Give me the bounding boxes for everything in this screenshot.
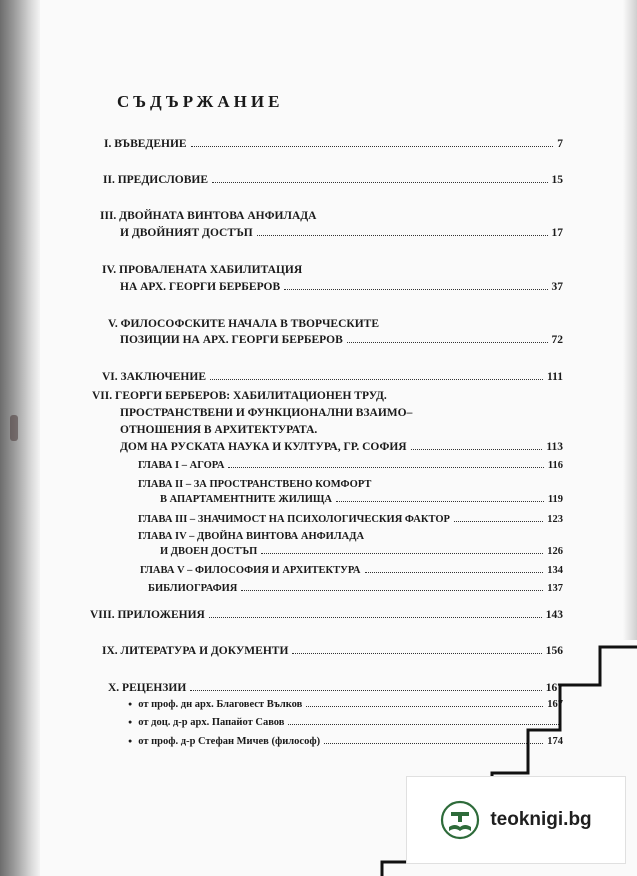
dot-leader <box>288 723 559 725</box>
toc-entry-page: 7 <box>557 138 563 150</box>
toc-entry-page: 37 <box>551 281 563 293</box>
toc-entry-label: ● от проф. дн арх. Благовест Вълков <box>128 699 302 710</box>
toc-entry-page: 111 <box>547 371 563 383</box>
toc-entry-label: ДОМ НА РУСКАТА НАУКА И КУЛТУРА, ГР. СОФИЯ <box>120 441 407 453</box>
dot-leader <box>336 500 544 502</box>
dot-leader <box>411 448 543 450</box>
toc-entry-label: VI. ЗАКЛЮЧЕНИЕ <box>102 371 206 383</box>
toc-entry-label: НА АРХ. ГЕОРГИ БЕРБЕРОВ <box>120 281 281 293</box>
toc-entry-label: БИБЛИОГРАФИЯ <box>148 583 238 594</box>
toc-entry-7-line-2: ПРОСТРАНСТВЕНИ И ФУНКЦИОНАЛНИ ВЗАИМО– <box>120 407 413 419</box>
toc-entry-page: 15 <box>551 174 563 186</box>
scan-left-edge <box>0 0 40 876</box>
toc-entry-7[interactable] <box>120 441 563 453</box>
toc-entry-page: 119 <box>547 494 563 505</box>
toc-entry-page: 113 <box>546 441 563 453</box>
toc-entry-5[interactable] <box>120 334 563 346</box>
toc-entry-page: 134 <box>547 565 563 576</box>
toc-entry-page: 17 <box>551 227 563 239</box>
toc-entry-page: 137 <box>547 583 563 594</box>
toc-subentry-chapter-2[interactable] <box>160 494 563 505</box>
toc-entry-label: ПОЗИЦИИ НА АРХ. ГЕОРГИ БЕРБЕРОВ <box>120 334 343 346</box>
book-t-logo-icon <box>440 800 480 840</box>
toc-entry-label: ● от доц. д-р арх. Папайот Савов <box>128 717 284 728</box>
dot-leader <box>257 234 548 236</box>
toc-entry-page: 174 <box>547 736 563 747</box>
dot-leader <box>306 705 543 707</box>
toc-subentry-review-3[interactable] <box>128 736 563 747</box>
toc-subentry-chapter-5[interactable] <box>140 565 563 576</box>
dot-leader <box>191 145 554 147</box>
toc-entry-4[interactable] <box>120 281 563 293</box>
toc-entry-7-line-1: VII. ГЕОРГИ БЕРБЕРОВ: ХАБИЛИТАЦИОНЕН ТРУД. <box>92 390 387 402</box>
toc-entry-page: 167 <box>545 682 563 694</box>
toc-entry-page: 123 <box>547 514 563 525</box>
contents-page <box>40 0 637 876</box>
toc-entry-3[interactable] <box>120 227 563 239</box>
toc-entry-page: 72 <box>551 334 563 346</box>
toc-entry-label: ● от проф. д-р Стефан Мичев (философ) <box>128 736 320 747</box>
dot-leader <box>454 520 543 522</box>
dot-leader <box>228 466 543 468</box>
toc-entry-1[interactable] <box>104 138 563 150</box>
toc-entry-page: 126 <box>547 546 563 557</box>
dot-leader <box>212 181 547 183</box>
toc-entry-4-line-1: IV. ПРОВАЛЕНАТА ХАБИЛИТАЦИЯ <box>102 264 303 276</box>
toc-entry-label: II. ПРЕДИСЛОВИЕ <box>103 174 209 186</box>
dot-leader <box>261 552 543 554</box>
toc-entry-6[interactable] <box>102 371 563 383</box>
toc-entry-label: IX. ЛИТЕРАТУРА И ДОКУМЕНТИ <box>102 645 289 657</box>
toc-entry-label: ГЛАВА I – АГОРА <box>138 460 225 471</box>
dot-leader <box>190 689 541 691</box>
toc-entry-label: ГЛАВА III – ЗНАЧИМОСТ НА ПСИХОЛОГИЧЕСКИЯ ФАКТОР <box>138 514 450 525</box>
toc-entry-label: X. РЕЦЕНЗИИ <box>108 682 187 694</box>
toc-entry-7-line-3: ОТНОШЕНИЯ В АРХИТЕКТУРАТА. <box>120 424 318 436</box>
page-title: СЪДЪРЖАНИЕ <box>117 92 284 111</box>
toc-subentry-chapter-4[interactable] <box>160 546 563 557</box>
toc-entry-label: I. ВЪВЕДЕНИЕ <box>104 138 187 150</box>
dot-leader <box>365 571 544 573</box>
dot-leader <box>241 589 543 591</box>
dot-leader <box>209 616 542 618</box>
scan-spot <box>10 415 18 441</box>
toc-subentry-chapter-1[interactable] <box>138 460 563 471</box>
toc-entry-2[interactable] <box>103 174 563 186</box>
toc-entry-3-line-1: III. ДВОЙНАТА ВИНТОВА АНФИЛАДА <box>100 210 317 222</box>
dot-leader <box>210 378 543 380</box>
toc-entry-page: 167 <box>547 699 563 710</box>
toc-subentry-review-2[interactable] <box>128 717 563 728</box>
toc-subentry-chapter-3[interactable] <box>138 514 563 525</box>
toc-entry-5-line-1: V. ФИЛОСОФСКИТЕ НАЧАЛА В ТВОРЧЕСКИТЕ <box>108 318 380 330</box>
toc-entry-page: 156 <box>545 645 563 657</box>
watermark-logo[interactable] <box>406 776 626 864</box>
dot-leader <box>292 652 541 654</box>
toc-entry-page: 143 <box>545 609 563 621</box>
toc-subentry-chapter-2-line-1: ГЛАВА II – ЗА ПРОСТРАНСТВЕНО КОМФОРТ <box>138 479 372 490</box>
toc-entry-label: И ДВОЙНИЯТ ДОСТЪП <box>120 227 253 239</box>
toc-entry-label: VIII. ПРИЛОЖЕНИЯ <box>90 609 205 621</box>
toc-subentry-bibliography[interactable] <box>148 583 563 594</box>
toc-entry-label: В АПАРТАМЕНТНИТЕ ЖИЛИЩА <box>160 494 333 505</box>
toc-entry-8[interactable] <box>90 609 563 621</box>
dot-leader <box>347 341 548 343</box>
toc-subentry-review-1[interactable] <box>128 699 563 710</box>
toc-entry-9[interactable] <box>102 645 563 657</box>
toc-entry-page: 116 <box>547 460 563 471</box>
toc-entry-label: ГЛАВА V – ФИЛОСОФИЯ И АРХИТЕКТУРА <box>140 565 361 576</box>
watermark-text: teoknigi.bg <box>490 809 592 830</box>
toc-subentry-chapter-4-line-1: ГЛАВА IV – ДВОЙНА ВИНТОВА АНФИЛАДА <box>138 531 365 542</box>
toc-entry-label: И ДВОЕН ДОСТЪП <box>160 546 258 557</box>
dot-leader <box>284 288 547 290</box>
toc-entry-10[interactable] <box>108 682 563 694</box>
dot-leader <box>324 742 543 744</box>
